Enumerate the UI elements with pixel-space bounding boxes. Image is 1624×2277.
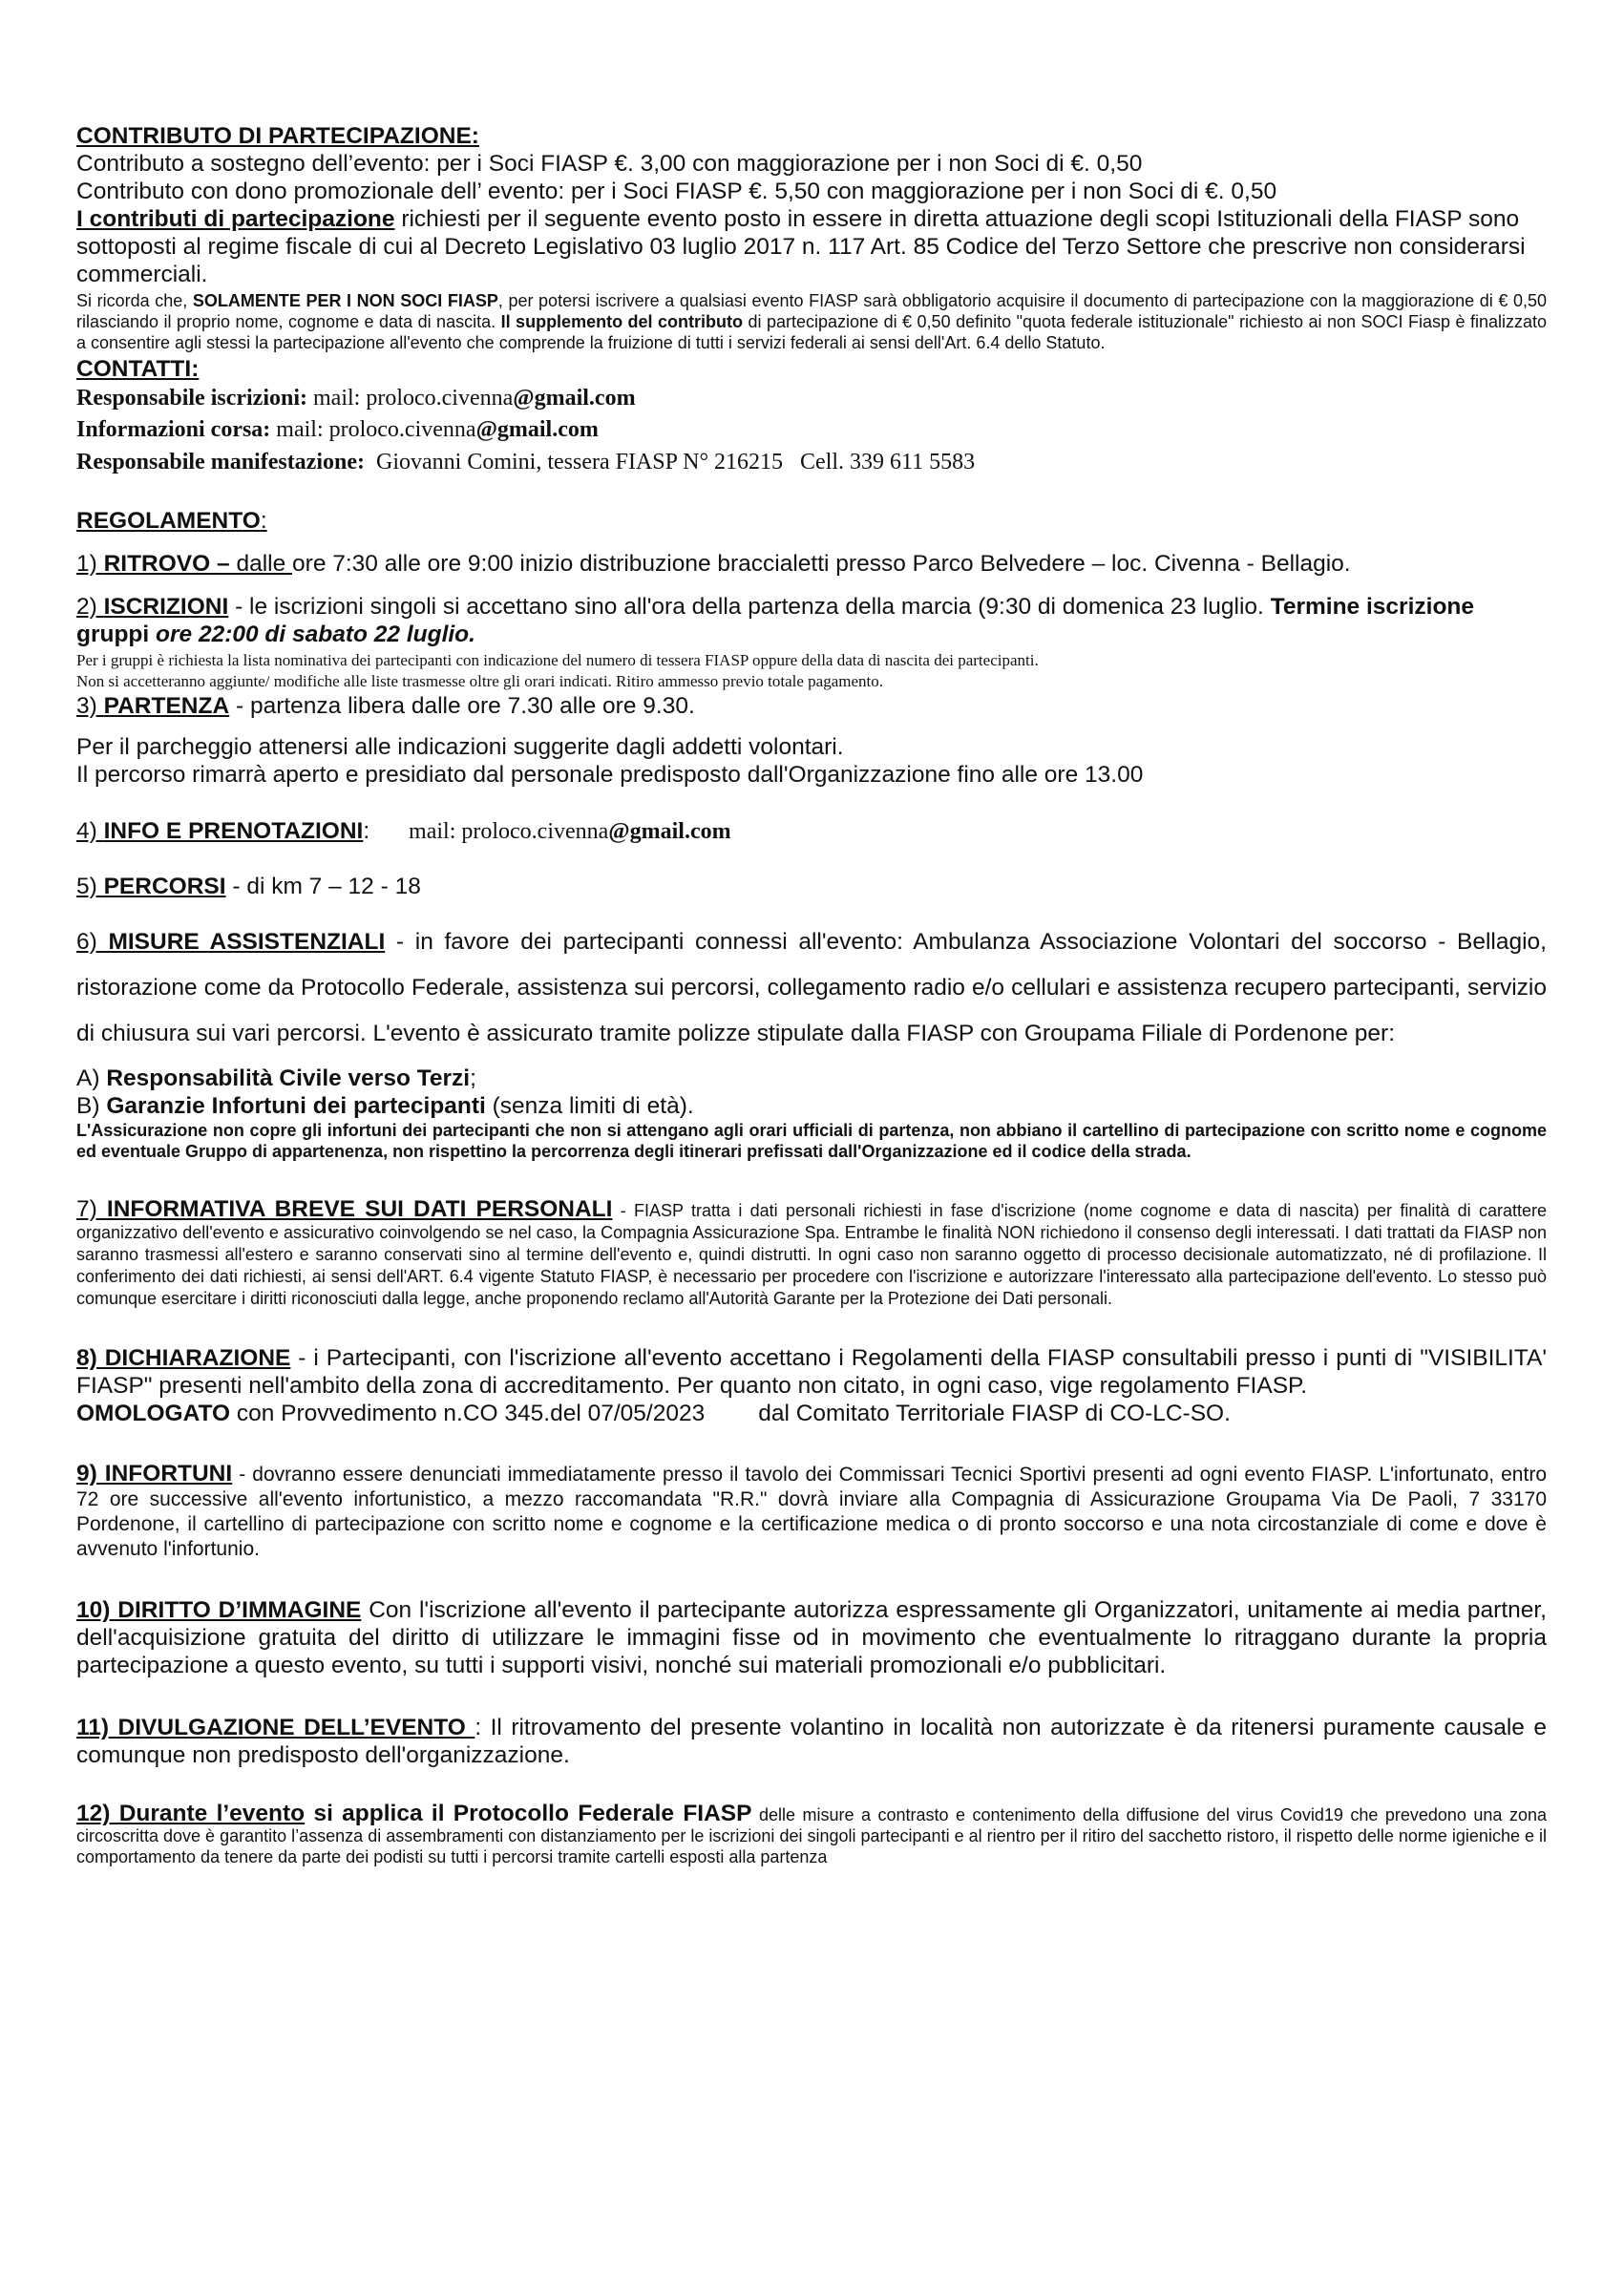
manif-text: Giovanni Comini, tessera FIASP N° 216215 Cell. 339 611 5583 bbox=[365, 450, 976, 474]
info-mail: mail: proloco.civenna bbox=[270, 417, 476, 442]
s5-num: 5) bbox=[76, 874, 104, 899]
info-label: Informazioni corsa: bbox=[76, 417, 271, 442]
note-part-d: Il supplemento del contributo bbox=[500, 312, 744, 331]
note-part-a: Si ricorda che, bbox=[76, 291, 193, 310]
contatti-iscrizioni bbox=[76, 383, 1547, 414]
section-5 bbox=[76, 873, 1547, 900]
s12-text: delle misure a contrasto e contenimento della diffusione del virus Covid19 che prevedono una zona circoscritta dove è garantito l’assenza di assembramenti con distanziamento per le iscrizioni dei singoli partecipanti e al rientro per il ritiro del sacchetto ristoro, il rispetto delle norme igieniche e il comportamento da tenere da parte dei podisti su tutti i percorsi tramite cartelli esposti alla partenza bbox=[76, 1805, 1547, 1866]
s6-b-pre: B) bbox=[76, 1093, 107, 1119]
s4-num: 4) bbox=[76, 818, 104, 844]
s5-title: PERCORSI bbox=[103, 874, 226, 899]
s1-num: 1) bbox=[76, 551, 104, 577]
note-part-e: di partecipazione di € 0,50 definito "quota federale istituzionale" richiesto ai non SOCI Fiasp è finalizzato a consentire agli stessi la partecipazione all'evento che comprende la fruizione di tutti i servizi federali ai sensi dell'Art. 6.4 dello Statuto. bbox=[76, 312, 1547, 352]
regolamento-heading bbox=[76, 507, 1547, 535]
section-6 bbox=[76, 919, 1547, 1057]
contatti-manifestazione bbox=[76, 446, 1547, 478]
s6-title: MISURE ASSISTENZIALI bbox=[108, 929, 386, 955]
s12-subtitle: si applica il Protocollo Federale FIASP bbox=[313, 1801, 752, 1826]
s6-num: 6) bbox=[76, 929, 109, 955]
regolamento-title: REGOLAMENTO bbox=[76, 508, 261, 534]
s3-route: Il percorso rimarrà aperto e presidiato dal personale predisposto dall'Organizzazione fino alle ore 13.00 bbox=[76, 762, 1144, 788]
section-1 bbox=[76, 550, 1547, 578]
s7-title: INFORMATIVA BREVE SUI DATI PERSONALI bbox=[106, 1196, 613, 1222]
s4-mail: mail: proloco.civenna bbox=[409, 819, 609, 844]
s3-title: PARTENZA bbox=[103, 693, 230, 719]
contributo-line-2: Contributo con dono promozionale dell’ evento: per i Soci FIASP €. 5,50 con maggiorazione per i non Soci di €. 0,50 bbox=[76, 179, 1277, 204]
note-part-c: , per potersi iscrivere a qualsiasi evento FIASP sarà obbligatorio acquisire il documento di partecipazione con la maggiorazione di € 0,50 rilasciando il proprio nome, cognome e data di nascita. bbox=[76, 291, 1547, 331]
s10-text: Con l'iscrizione all'evento il partecipante autorizza espressamente gli Organizzatori, unitamente ai media partner, dell'acquisizione gratuita del diritto di utilizzare le immagini fisse od in movimento che eventualmente lo ritraggano durante la propria partecipazione a questo evento, su tutti i supporti visivi, nonché sui materiali promozionali e/o pubblicitari. bbox=[76, 1597, 1547, 1678]
s4-title: INFO E PRENOTAZIONI bbox=[103, 818, 364, 844]
s6-a-bold: Responsabilità Civile verso Terzi bbox=[106, 1065, 471, 1091]
s1-dalle: dalle bbox=[236, 551, 293, 577]
s2-num: 2) bbox=[76, 594, 104, 620]
s1-title: RITROVO – bbox=[103, 551, 237, 577]
s4-domain: @gmail.com bbox=[608, 819, 731, 844]
fiscal-lead: I contributi di partecipazione bbox=[76, 206, 395, 232]
contatti-heading: CONTATTI: bbox=[76, 356, 200, 382]
s8-omologato bbox=[76, 1400, 1547, 1427]
iscrizioni-domain: @gmail.com bbox=[513, 386, 636, 411]
s9-text: - dovranno essere denunciati immediatamente presso il tavolo dei Commissari Tecnici Sportivi presenti ad ogni evento FIASP. L'infortunato, entro 72 ore successive all'evento infortunistico, a mezzo raccomandata "R.R." dovrà inviare alla Compagnia di Assicurazione Groupama Via De Paoli, 7 33170 Pordenone, il cartellino di partecipazione con scritto nome e cognome e la certificazione medica o di pronto soccorso e una nota circostanziale di come e dove è avvenuto l'infortunio. bbox=[76, 1464, 1547, 1560]
manif-label: Responsabile manifestazione: bbox=[76, 450, 365, 474]
non-soci-note bbox=[76, 290, 1547, 353]
s11-text: : Il ritrovamento del presente volantino in località non autorizzate è da ritenersi puramente causale e comunque non predisposto dell'organizzazione. bbox=[76, 1715, 1548, 1768]
section-11 bbox=[76, 1714, 1547, 1769]
contributo-heading: CONTRIBUTO DI PARTECIPAZIONE: bbox=[76, 123, 479, 149]
s2-note-1: Per i gruppi è richiesta la lista nominativa dei partecipanti con indicazione del numero di tessera FIASP oppure della data di nascita dei partecipanti. bbox=[76, 651, 1039, 669]
fiscal-text: richiesti per il seguente evento posto in essere in diretta attuazione degli scopi Istituzionali della FIASP sono sottoposti al regime fiscale di cui al Decreto Legislativo 03 luglio 2017 n. 117 Art. 85 Codice del Terzo Settore che prescrive non considerarsi commerciali. bbox=[76, 206, 1526, 287]
section-7 bbox=[76, 1198, 1547, 1310]
s8-title: 8) DICHIARAZIONE bbox=[76, 1345, 291, 1371]
s11-title: 11) DIVULGAZIONE DELL’EVENTO bbox=[76, 1715, 475, 1740]
iscrizioni-mail: mail: proloco.civenna bbox=[307, 386, 514, 411]
s6-insurance-note: L'Assicurazione non copre gli infortuni dei partecipanti che non si attengano agli orari ufficiali di partenza, non abbiano il cartellino di partecipazione con scritto nome e cognome ed eventuale Gruppo di appartenenza, non rispettino la percorrenza degli itinerari prefissati dall'Organizzazione ed il codice della strada. bbox=[76, 1121, 1547, 1161]
iscrizioni-label: Responsabile iscrizioni: bbox=[76, 386, 308, 411]
s3-parking: Per il parcheggio attenersi alle indicazioni suggerite dagli addetti volontari. bbox=[76, 734, 844, 760]
regolamento-colon: : bbox=[260, 508, 267, 534]
s2-bold: Termine iscrizione gruppi bbox=[76, 594, 1474, 647]
s7-text: - FIASP tratta i dati personali richiesti in fase d'iscrizione (nome cognome e data di nascita) per finalità di carattere organizzativo dell'evento e assicurativo coinvolgendo se nel caso, la Compagnia Assicurazione Spa. Entrambe le finalità NON richiedono il consenso degli interessati. I dati trattati da FIASP non saranno trasmessi all'estero e saranno conservati sino al termine dell'evento e, quindi distrutti. In ogni caso non saranno oggetto di processo decisionale automatizzato, né di profilazione. Il conferimento dei dati richiesti, ai sensi dell'ART. 6.4 vigente Statuto FIASP, è necessario per procedere con l'iscrizione e autorizzare l'interessato alla partecipazione dell'evento. Lo stesso può comunque esercitare i diritti riconosciuti dalla legge, anche proponendo reclamo all'Autorità Garante per la Protezione dei Dati personali. bbox=[76, 1201, 1548, 1308]
omologato-bold: OMOLOGATO bbox=[76, 1401, 231, 1426]
s2-text: - le iscrizioni singoli si accettano sino all'ora della partenza della marcia (9:30 di domenica 23 luglio. bbox=[228, 594, 1271, 620]
contatti-info bbox=[76, 414, 1547, 446]
s6-a-post: ; bbox=[470, 1065, 476, 1091]
omologato-text: con Provvedimento n.CO 345.del 07/05/2023 bbox=[230, 1401, 706, 1426]
info-domain: @gmail.com bbox=[475, 417, 599, 442]
s12-title: 12) Durante l’evento bbox=[76, 1801, 306, 1826]
s6-text: - in favore dei partecipanti connessi all'evento: Ambulanza Associazione Volontari del soccorso - Bellagio, ristorazione come da Protocollo Federale, assistenza sui percorsi, collegamento radio e/o cellulari e assistenza recupero partecipanti, servizio di chiusura sui vari percorsi. L'evento è assicurato tramite polizze stipulate dalla FIASP con Groupama Filiale di Pordenone per: bbox=[76, 929, 1547, 1046]
s1-text: ore 7:30 alle ore 9:00 inizio distribuzione braccialetti presso Parco Belvedere – loc. Civenna - Bellagio. bbox=[292, 551, 1351, 577]
s3-text: - partenza libera dalle ore 7.30 alle ore 9.30. bbox=[229, 693, 695, 719]
s7-num: 7) bbox=[76, 1196, 107, 1222]
s6-item-b bbox=[76, 1092, 1547, 1120]
s6-b-bold: Garanzie Infortuni dei partecipanti bbox=[106, 1093, 486, 1119]
section-8 bbox=[76, 1344, 1547, 1400]
section-2 bbox=[76, 593, 1547, 648]
s8-text: - i Partecipanti, con l'iscrizione all'evento accettano i Regolamenti della FIASP consultabili presso i punti di "VISIBILITA' FIASP" presenti nell'ambito della zona di accreditamento. Per quanto non citato, in ogni caso, vige regolamento FIASP. bbox=[76, 1345, 1547, 1399]
omologato-comitato: dal Comitato Territoriale FIASP di CO-LC-SO. bbox=[758, 1401, 1231, 1426]
s6-item-a bbox=[76, 1065, 1547, 1092]
s9-title: 9) INFORTUNI bbox=[76, 1461, 233, 1486]
s2-bold-italic: ore 22:00 di sabato 22 luglio. bbox=[156, 622, 475, 647]
section-10 bbox=[76, 1596, 1547, 1679]
s4-sep: : bbox=[363, 818, 410, 844]
contributo-line-1: Contributo a sostegno dell’evento: per i Soci FIASP €. 3,00 con maggiorazione per i non Soci di €. 0,50 bbox=[76, 151, 1143, 177]
s2-title: ISCRIZIONI bbox=[103, 594, 229, 620]
document-page bbox=[76, 122, 1547, 1867]
contributo-fiscal bbox=[76, 205, 1547, 288]
s6-a-pre: A) bbox=[76, 1065, 107, 1091]
section-9 bbox=[76, 1462, 1547, 1562]
s5-text: - di km 7 – 12 - 18 bbox=[225, 874, 421, 899]
section-12 bbox=[76, 1803, 1547, 1867]
note-part-b: SOLAMENTE PER I NON SOCI FIASP bbox=[192, 291, 498, 310]
s2-note-2: Non si accetteranno aggiunte/ modifiche alle liste trasmesse oltre gli orari indicati. Ritiro ammesso previo totale pagamento. bbox=[76, 672, 884, 690]
s3-num: 3) bbox=[76, 693, 104, 719]
s10-title: 10) DIRITTO D’IMMAGINE bbox=[76, 1597, 362, 1623]
section-4 bbox=[76, 817, 1547, 846]
section-3 bbox=[76, 692, 1547, 720]
s6-b-post: (senza limiti di età). bbox=[485, 1093, 694, 1119]
